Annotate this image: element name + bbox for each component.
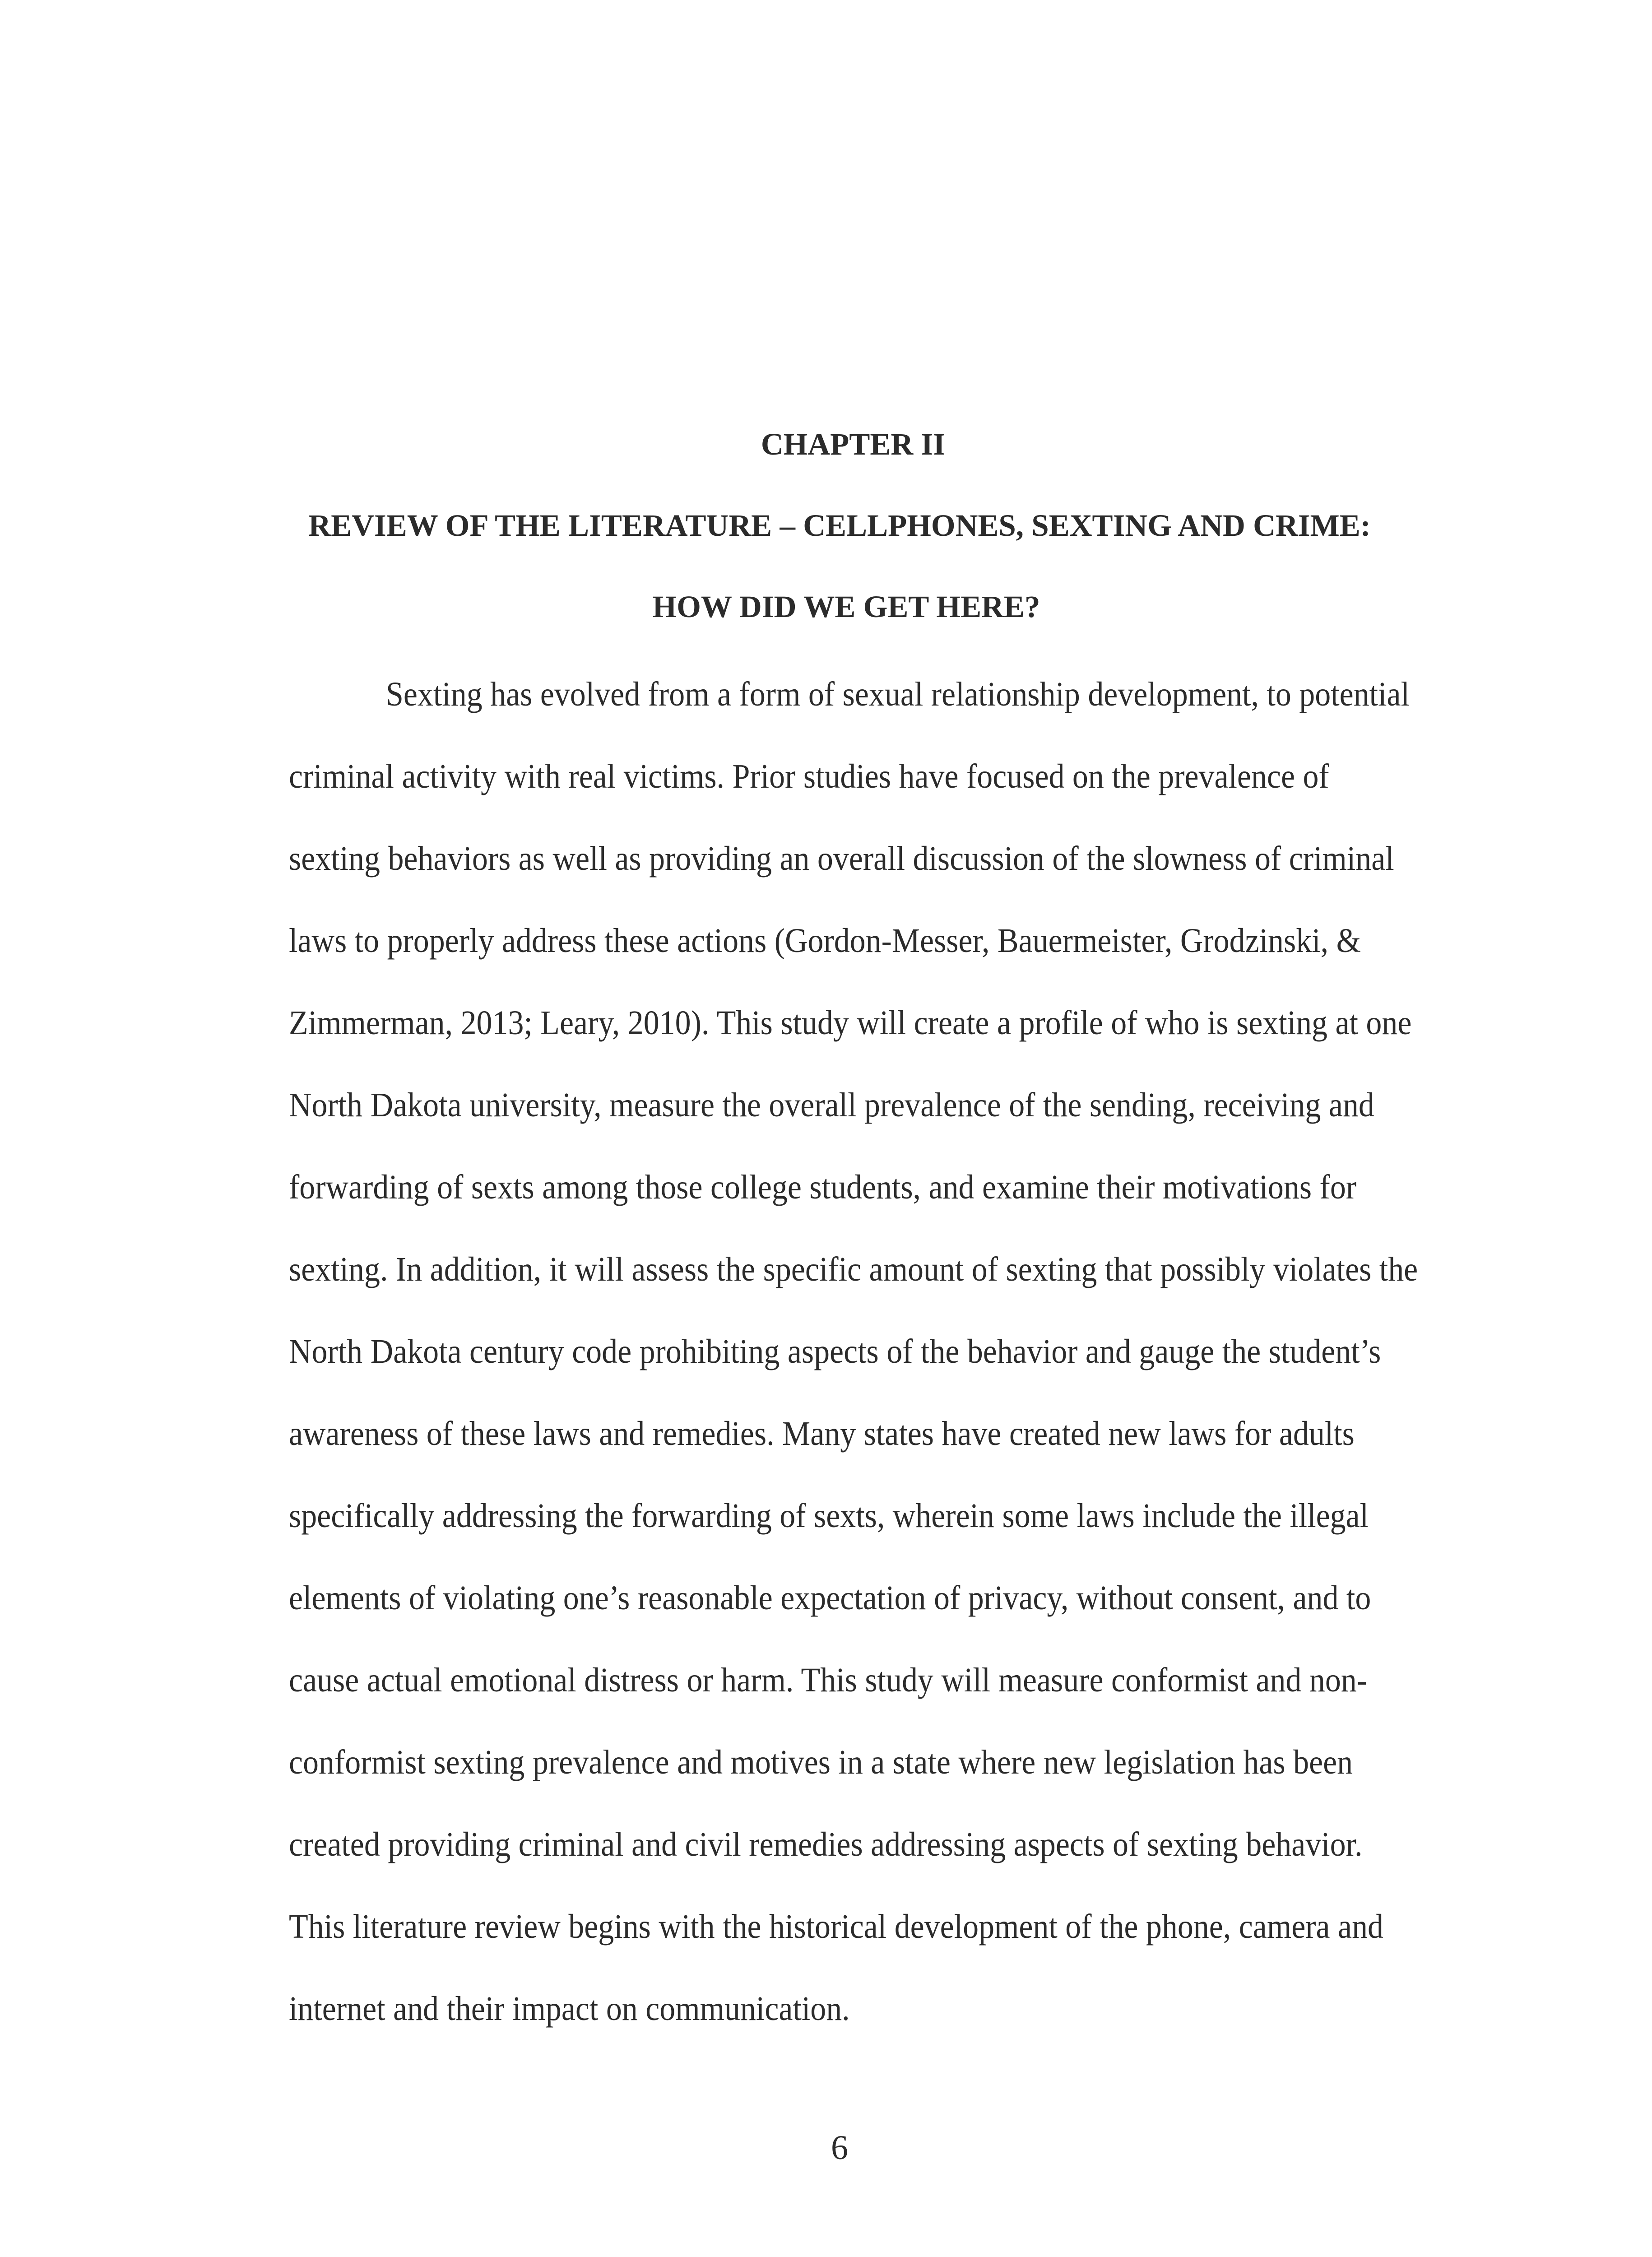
paragraph-line: elements of violating one’s reasonable expectation of privacy, without consent, and to: [289, 1579, 1371, 1617]
paragraph-line: conformist sexting prevalence and motives in a state where new legislation has been: [289, 1743, 1353, 1781]
paragraph-line: Zimmerman, 2013; Leary, 2010). This study will create a profile of who is sexting at one: [289, 1004, 1412, 1042]
paragraph-line: laws to properly address these actions (Gordon-Messer, Bauermeister, Grodzinski, &: [289, 922, 1361, 960]
paragraph-line: Sexting has evolved from a form of sexual relationship development, to potential: [386, 675, 1410, 713]
paragraph-line: criminal activity with real victims. Prior studies have focused on the prevalence of: [289, 757, 1329, 795]
paragraph-line: cause actual emotional distress or harm. This study will measure conformist and non-: [289, 1661, 1368, 1699]
paragraph-line: created providing criminal and civil remedies addressing aspects of sexting behavior.: [289, 1825, 1363, 1863]
paragraph-line: awareness of these laws and remedies. Many states have created new laws for adults: [289, 1415, 1355, 1453]
chapter-title-line-2: HOW DID WE GET HERE?: [652, 590, 1040, 624]
chapter-number: CHAPTER II: [761, 427, 946, 461]
paragraph-line: North Dakota university, measure the overall prevalence of the sending, receiving and: [289, 1086, 1374, 1124]
paragraph-line: This literature review begins with the historical development of the phone, camera and: [289, 1908, 1384, 1946]
paragraph-line: internet and their impact on communication.: [289, 1990, 850, 2028]
paragraph-line: North Dakota century code prohibiting aspects of the behavior and gauge the student’s: [289, 1333, 1381, 1370]
paragraph-line: sexting. In addition, it will assess the specific amount of sexting that possibly violates the: [289, 1250, 1418, 1288]
chapter-title-line-1: REVIEW OF THE LITERATURE – CELLPHONES, SEXTING AND CRIME:: [308, 508, 1371, 543]
paragraph-line: specifically addressing the forwarding of sexts, wherein some laws include the illegal: [289, 1497, 1369, 1535]
page-number: 6: [831, 2129, 848, 2167]
paragraph-line: sexting behaviors as well as providing an overall discussion of the slowness of criminal: [289, 840, 1394, 878]
paragraph-line: forwarding of sexts among those college students, and examine their motivations for: [289, 1168, 1357, 1206]
